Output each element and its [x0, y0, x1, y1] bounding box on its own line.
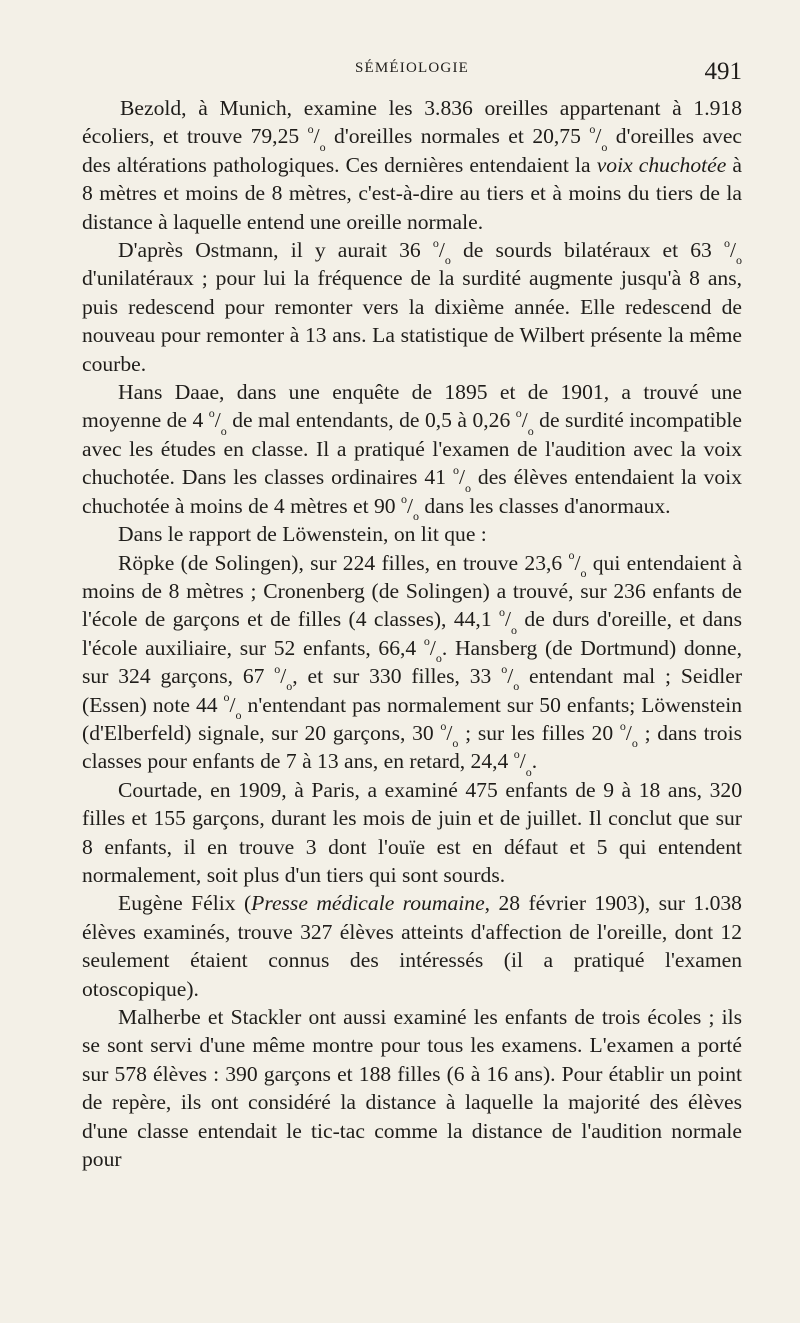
paragraph-eugene-felix — [82, 889, 742, 1003]
percent-sign: o — [499, 605, 506, 620]
percent-sign-sub: o — [444, 253, 451, 268]
percent-sign-sub: o — [527, 423, 534, 438]
percent-sign-sub: o — [511, 622, 518, 637]
paragraph-text: , 28 février 1903), sur 1.038 élèves examinés, trouve 327 élèves atteints d'affection de l'oreille, dont 12 seulement étaient connus des intéressés (il a pratiqué l'examen otoscopique). — [82, 891, 742, 1001]
paragraph-lowenstein-report: Dans le rapport de Löwenstein, on lit que : — [118, 522, 487, 547]
percent-sign: o — [501, 661, 508, 676]
paragraph-text: D'après Ostmann, il y aurait 36 — [118, 238, 433, 263]
percent-sign-sub: o — [525, 764, 532, 779]
paragraph-text: n'entendant pas normalement sur 50 enfants; Löwenstein (d'Elberfeld) signale, sur 20 garçons, 30 — [82, 692, 742, 745]
paragraph-text: d'oreilles avec des altérations pathologiques. Ces dernières entendaient la — [82, 124, 743, 177]
paragraph-text: dans les classes d'anormaux. — [419, 493, 671, 518]
percent-sign: o — [513, 747, 520, 762]
paragraph-bezold: Bezold, à Munich, examine les 3.836 oreilles appartenant à 1.918 écoliers, et trouve 79,25 $^o/_o$ d'oreilles normales et 20,75 $^o/_o$ d'oreilles avec des altérations pathologiques. Ces dernières entendaient la voix chuchotée à 8 mètres et moins de 8 mètres, c'est-à-dire au tiers et à moins du tiers de la distance à laquelle entend une oreille normale. — [82, 96, 743, 234]
paragraph-text: de sourds bilatéraux et 63 — [450, 238, 724, 263]
paragraph-text: Röpke (de Solingen), sur 224 filles, en trouve 23,6 — [118, 550, 569, 575]
paragraph-text: de surdité incompatible avec les études en classe. Il a pratiqué l'examen de l'audition avec la voix chuchotée. Dans les classes ordinaires 41 — [82, 408, 743, 490]
italic-title: Presse médicale roumaine — [251, 891, 485, 916]
percent-sign: o — [619, 718, 626, 733]
page-number: 491 — [704, 58, 742, 85]
paragraph-text: de durs d'oreille, et dans l'école auxiliaire, sur 52 enfants, 66,4 — [82, 607, 742, 660]
percent-sign-sub: o — [580, 565, 587, 580]
percent-sign: o — [515, 406, 522, 421]
percent-sign-sub: o — [513, 679, 520, 694]
percent-sign-sub: o — [464, 480, 471, 495]
body-text — [82, 94, 742, 1173]
percent-sign: o — [432, 235, 439, 250]
paragraph-text: Bezold, à Munich, examine les 3.836 oreilles appartenant à 1.918 écoliers, et trouve 79,25 — [82, 96, 742, 149]
percent-sign-sub: o — [452, 736, 459, 751]
paragraph-hans-daae: Hans Daae, dans une enquête de 1895 et de 1901, a trouvé une moyenne de 4 $^o/_o$ de mal entendants, de 0,5 à 0,26 $^o/_o$ de surdité incompatible avec les études en classe. Il a pratiqué l'examen de l'audition avec la voix chuchotée. Dans les classes ordinaires 41 $^o/_o$ des élèves entendaient la voix chuchotée à moins de 4 mètres et 90 $^o/_o$ dans les classes d'anormaux. — [82, 380, 743, 523]
paragraph-text: ; sur les filles 20 — [458, 720, 620, 745]
percent-sign-sub: o — [736, 253, 742, 268]
paragraph-text: Eugène Félix ( — [118, 891, 252, 916]
running-head — [82, 58, 742, 88]
percent-sign: o — [724, 235, 730, 250]
percent-sign-sub: o — [631, 736, 638, 751]
paragraph-text: d'oreilles normales et 20,75 — [325, 124, 590, 149]
percent-sign: o — [208, 406, 215, 421]
paragraph-text: à 8 mètres et moins de 8 mètres, c'est-à-dire au tiers et à moins du tiers de la distance à laquelle entend une oreille normale. — [82, 152, 742, 234]
paragraph-text: . Hansberg (de Dortmund) donne, sur 324 garçons, 67 — [82, 635, 742, 689]
percent-sign: o — [452, 463, 459, 478]
running-title: SÉMÉIOLOGIE — [354, 60, 470, 76]
paragraph-text: des élèves entendaient la voix chuchotée à moins de 4 mètres et 90 — [82, 465, 742, 518]
paragraph-text: , et sur 330 filles, 33 — [292, 664, 502, 689]
percent-sign: o — [223, 690, 230, 705]
paragraph-malherbe-stackler: Malherbe et Stackler ont aussi examiné les enfants de trois écoles ; ils se sont servi d'une même montre pour tous les examens. L'examen a porté sur 578 élèves : 390 garçons et 188 filles (6 à 16 ans). Pour établir un point de repère, ils ont considéré la distance à laquelle la majorité des élèves d'une classe entendait le tic-tac comme la distance de l'audition normale pour — [82, 1005, 742, 1172]
paragraph-text: . — [531, 749, 538, 774]
percent-sign-sub: o — [235, 707, 242, 722]
percent-sign-sub: o — [286, 679, 293, 694]
percent-sign: o — [568, 548, 575, 563]
italic-phrase: voix chuchotée — [596, 152, 727, 177]
paragraph-text: ; dans trois classes pour enfants de 7 à 13 ans, en retard, 24,4 — [82, 720, 742, 774]
percent-sign: o — [401, 491, 408, 506]
paragraph-courtade: Courtade, en 1909, à Paris, a examiné 475 enfants de 9 à 18 ans, 320 filles et 155 garçons, durant les mois de juin et de juillet. Il conclut que sur 8 enfants, il en trouve 3 dont l'ouïe est en défaut et 5 qui entendent normalement, soit plus d'un tiers qui sont sourds. — [82, 777, 742, 887]
paragraph-text: entendant mal ; Seidler (Essen) note 44 — [82, 664, 743, 717]
percent-sign-sub: o — [435, 651, 442, 666]
percent-sign-sub: o — [220, 423, 227, 438]
paragraph-text: qui entendaient à moins de 8 mètres ; Cronenberg (de Solingen) a trouvé, sur 236 enfants de l'école de garçons et de filles (4 classes), 44,1 — [82, 550, 742, 632]
paragraph-text: d'unilatéraux ; pour lui la fréquence de la surdité augmente jusqu'à 8 ans, puis redescend pour remonter vers la dixième année. Elle redescend de nouveau pour remonter à 13 ans. La statistique de Wilbert présente la même courbe. — [82, 266, 742, 376]
percent-sign: o — [440, 718, 447, 733]
paragraph-ostmann: D'après Ostmann, il y aurait 36 $^o/_o$ de sourds bilatéraux et 63 $^o/_o$ d'unilatéraux ; pour lui la fréquence de la surdité augmente jusqu'à 8 ans, puis redescend pour remonter vers la dixième année. Elle redescend de nouveau pour remonter à 13 ans. La statistique de Wilbert présente la même courbe. — [82, 235, 742, 376]
percent-sign-sub: o — [319, 139, 326, 154]
percent-sign: o — [307, 122, 314, 137]
percent-sign: o — [423, 633, 430, 648]
percent-sign-sub: o — [413, 509, 420, 523]
paragraph-text: Hans Daae, dans une enquête de 1895 et de 1901, a trouvé une moyenne de 4 — [82, 380, 742, 433]
percent-sign-sub: o — [601, 139, 608, 154]
percent-sign: o — [274, 661, 281, 676]
percent-sign: o — [589, 122, 596, 137]
paragraph-ropke: Röpke (de Solingen), sur 224 filles, en trouve 23,6 $^o/_o$ qui entendaient à moins de 8 mètres ; Cronenberg (de Solingen) a trouvé, sur 236 enfants de l'école de garçons et de filles (4 classes), 44,1 $^o/_o$ de durs d'oreille, et dans l'école auxiliaire, sur 52 enfants, 66,4 $^o/_o$. Hansberg (de Dortmund) donne, sur 324 garçons, 67 $^o/_o$, et sur 330 filles, 33 $^o/_o$ entendant mal ; Seidler (Essen) note 44 $^o/_o$ n'entendant pas normalement sur 50 enfants; Löwenstein (d'Elberfeld) signale, sur 20 garçons, 30 $^o/_o$ ; sur les filles 20 $^o/_o$ ; dans trois classes pour enfants de 7 à 13 ans, en retard, 24,4 $^o/_o$. — [82, 548, 743, 779]
paragraph-text: de mal entendants, de 0,5 à 0,26 — [226, 408, 516, 433]
